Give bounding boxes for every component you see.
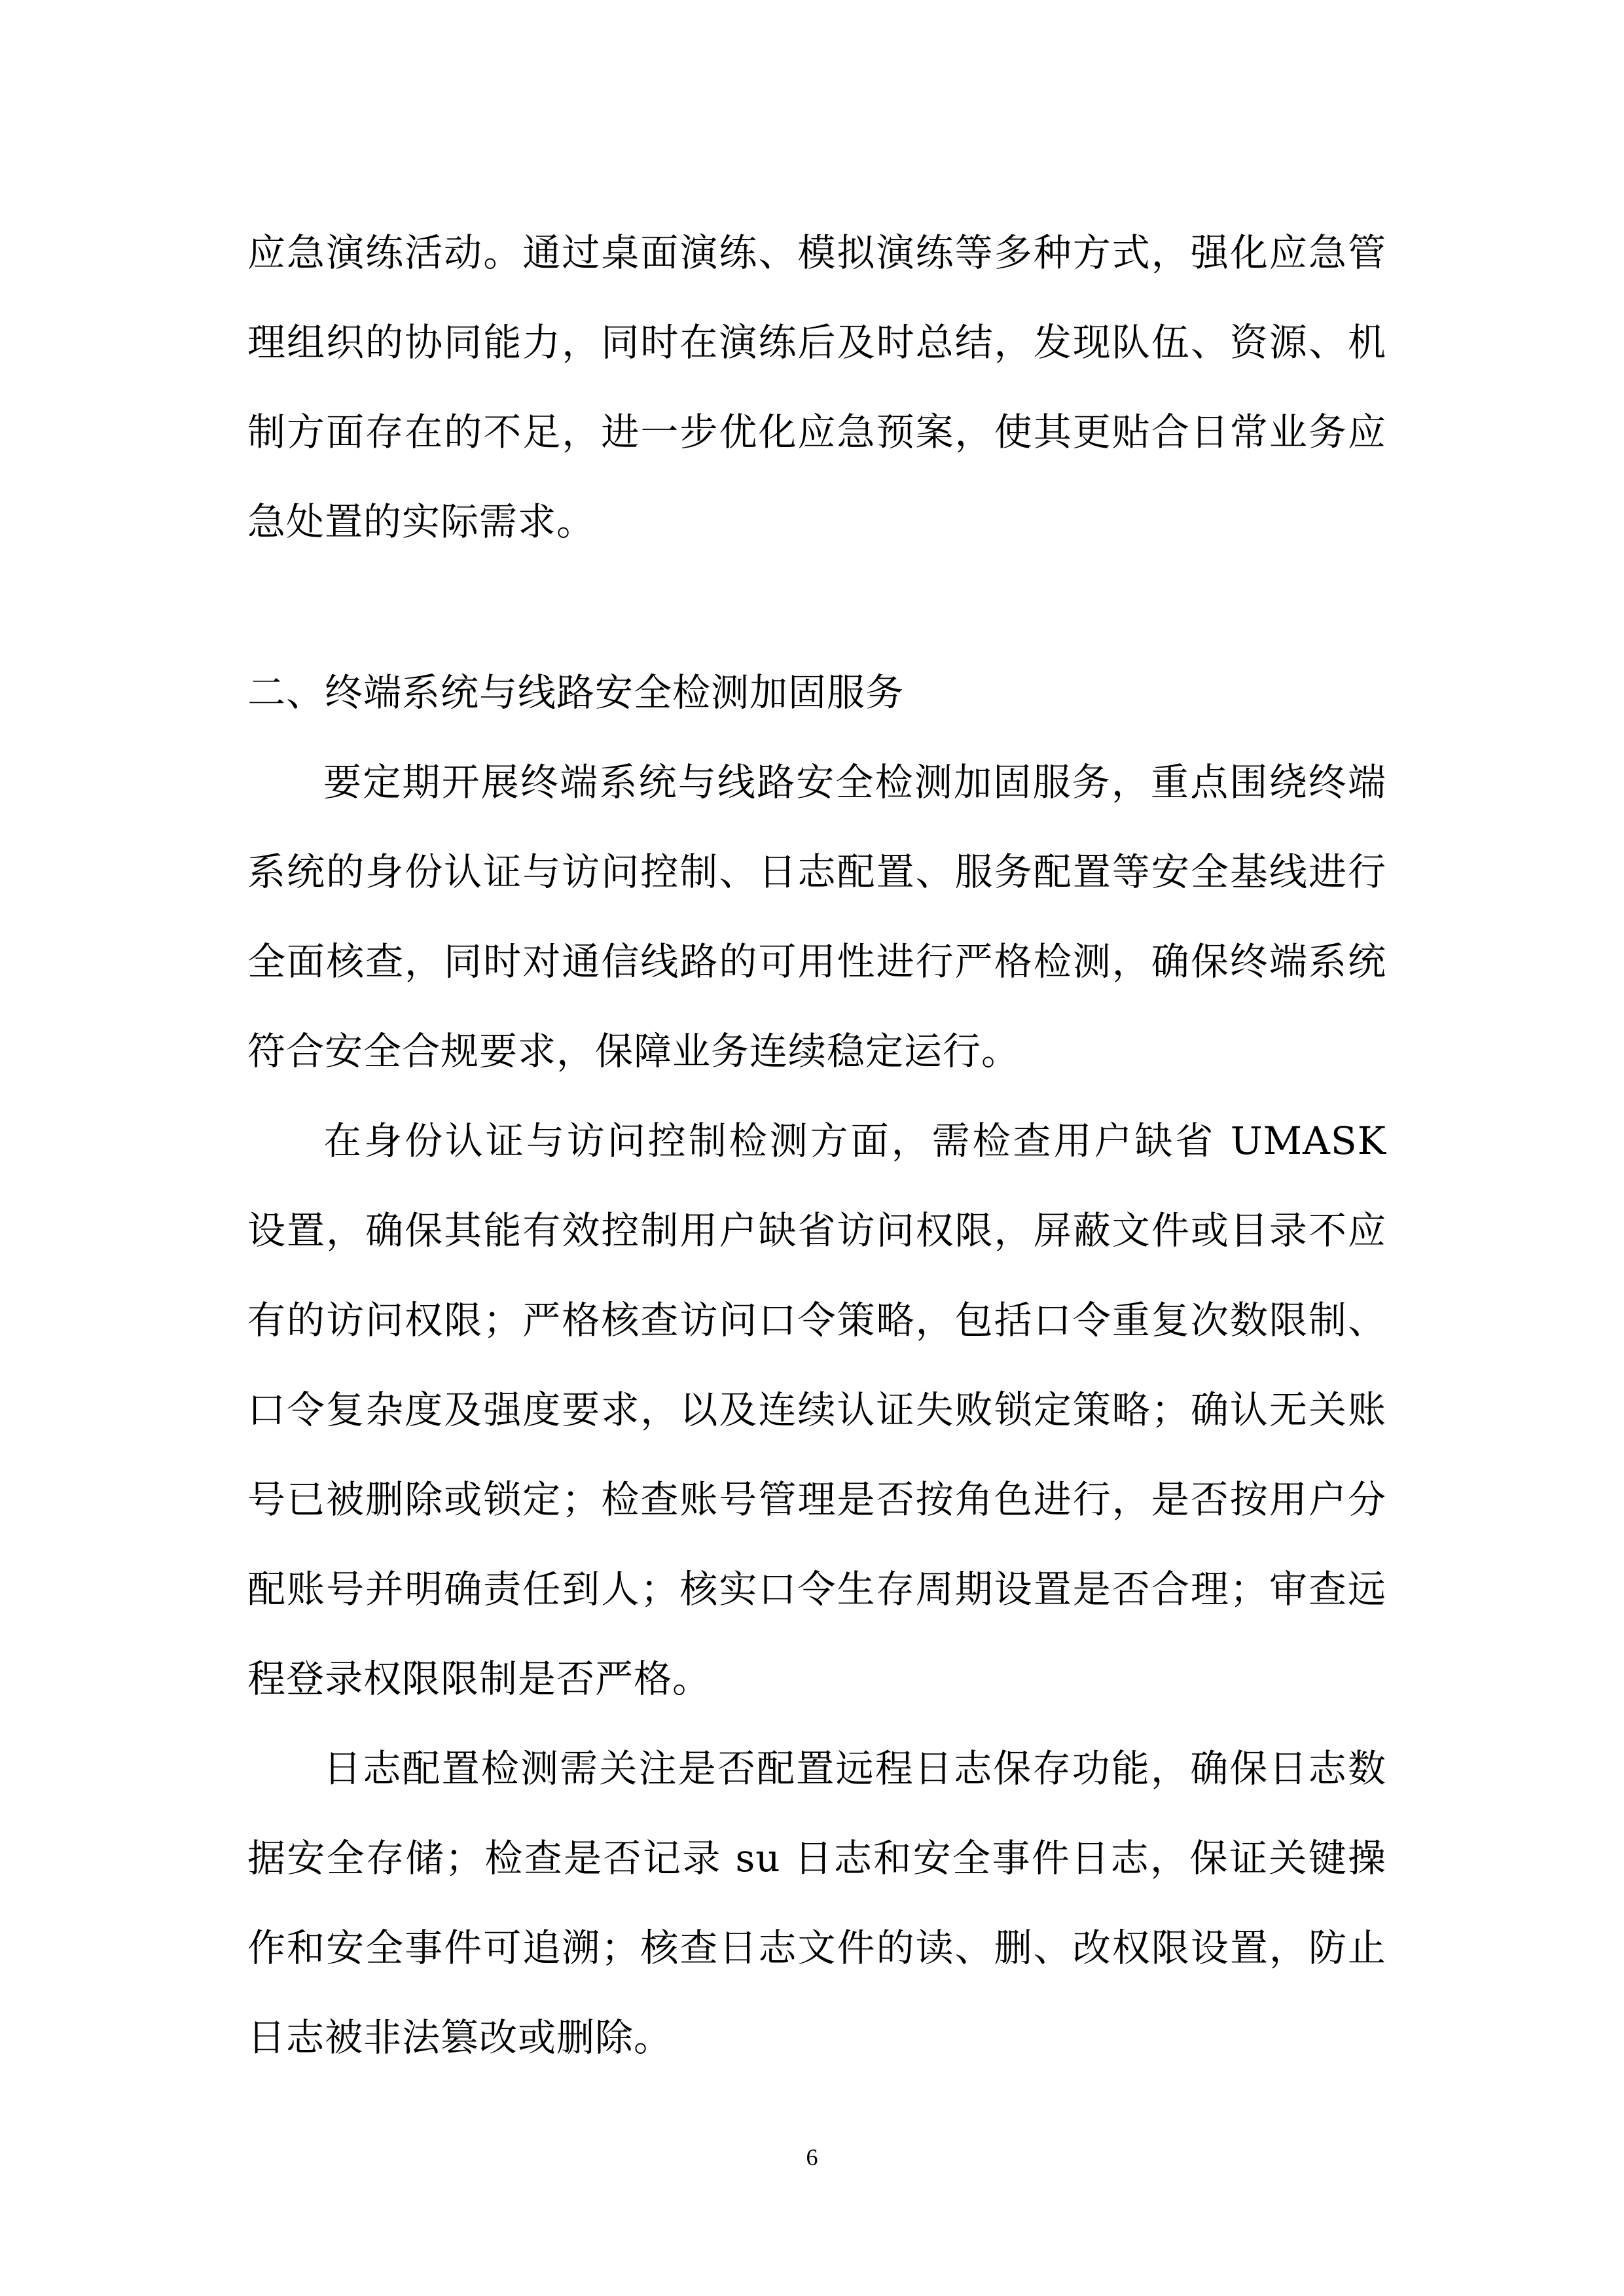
section-paragraph-identity-access: 在身份认证与访问控制检测方面，需检查用户缺省 UMASK 设置，确保其能有效控制用户缺省访问权限，屏蔽文件或目录不应有的访问权限；严格核查访问口令策略，包括口令重复次数限制、口令复杂度及强度要求，以及连续认证失败锁定策略；确认无关账号已被删除或锁定；检查账号管理是否按角色进行，是否按用户分配账号并明确责任到人；核实口令生存周期设置是否合理；审查远程登录权限限制是否严格。 <box>247 1119 1386 1701</box>
page-body <box>247 208 1386 2083</box>
section-paragraph-intro: 要定期开展终端系统与线路安全检测加固服务，重点围绕终端系统的身份认证与访问控制、日志配置、服务配置等安全基线进行全面核查，同时对通信线路的可用性进行严格检测，确保终端系统符合安全合规要求，保障业务连续稳定运行。 <box>247 760 1386 1073</box>
page-number: 6 <box>806 2144 818 2170</box>
section-heading: 二、终端系统与线路安全检测加固服务 <box>247 670 905 715</box>
continued-paragraph: 应急演练活动。通过桌面演练、模拟演练等多种方式，强化应急管理组织的协同能力，同时在演练后及时总结，发现队伍、资源、机制方面存在的不足，进一步优化应急预案，使其更贴合日常业务应急处置的实际需求。 <box>247 230 1386 544</box>
section-paragraph-log-config: 日志配置检测需关注是否配置远程日志保存功能，确保日志数据安全存储；检查是否记录 su 日志和安全事件日志，保证关键操作和安全事件可追溯；核查日志文件的读、删、改权限设置，防止日志被非法篡改或删除。 <box>247 1746 1386 2060</box>
